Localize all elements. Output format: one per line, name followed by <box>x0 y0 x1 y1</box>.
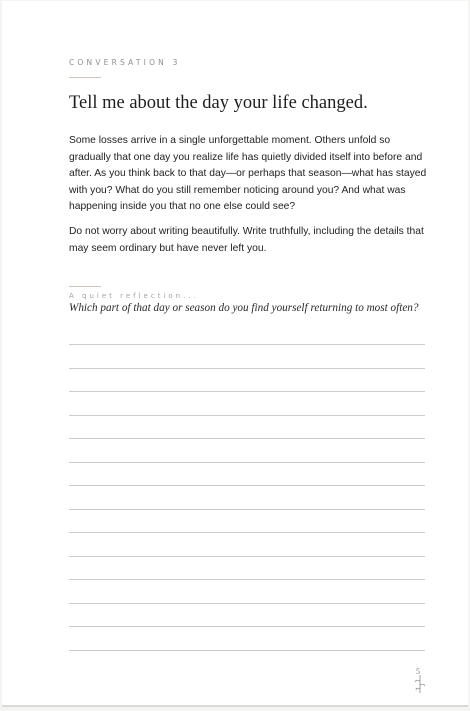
prompt-paragraph-2: Do not worry about writing beautifully. Write truthfully, including the details that may seem ordinary but have never left you. <box>69 226 424 254</box>
writing-line[interactable] <box>69 603 425 604</box>
writing-line[interactable] <box>69 415 425 416</box>
accent-rule <box>69 77 101 78</box>
writing-line[interactable] <box>69 485 425 486</box>
reflection-kicker: A quiet reflection... <box>69 292 199 300</box>
writing-line[interactable] <box>69 532 425 533</box>
journal-page <box>2 1 468 707</box>
prompt-paragraph-1: Some losses arrive in a single unforgettable moment. Others unfold so gradually that one day you realize life has quietly divided itself into before and after. As you think back to that day—or perhaps that season—what has stayed with you? What do you still remember noticing around you? And what was happening inside you that no one else could see? <box>69 135 427 212</box>
sprig-ornament-icon <box>413 673 427 695</box>
writing-line[interactable] <box>69 391 425 392</box>
writing-line[interactable] <box>69 462 425 463</box>
writing-area[interactable] <box>69 344 425 673</box>
reflection-question: Which part of that day or season do you find yourself returning to most often? <box>69 302 419 314</box>
reflection-rule <box>69 286 101 287</box>
writing-line[interactable] <box>69 556 425 557</box>
writing-line[interactable] <box>69 509 425 510</box>
writing-line[interactable] <box>69 626 425 627</box>
writing-line[interactable] <box>69 579 425 580</box>
writing-line[interactable] <box>69 368 425 369</box>
conversation-label: CONVERSATION 3 <box>69 58 181 67</box>
writing-line[interactable] <box>69 344 425 345</box>
writing-line[interactable] <box>69 650 425 651</box>
page-number: 5 <box>416 667 420 676</box>
writing-line[interactable] <box>69 438 425 439</box>
page-title: Tell me about the day your life changed. <box>69 93 368 113</box>
